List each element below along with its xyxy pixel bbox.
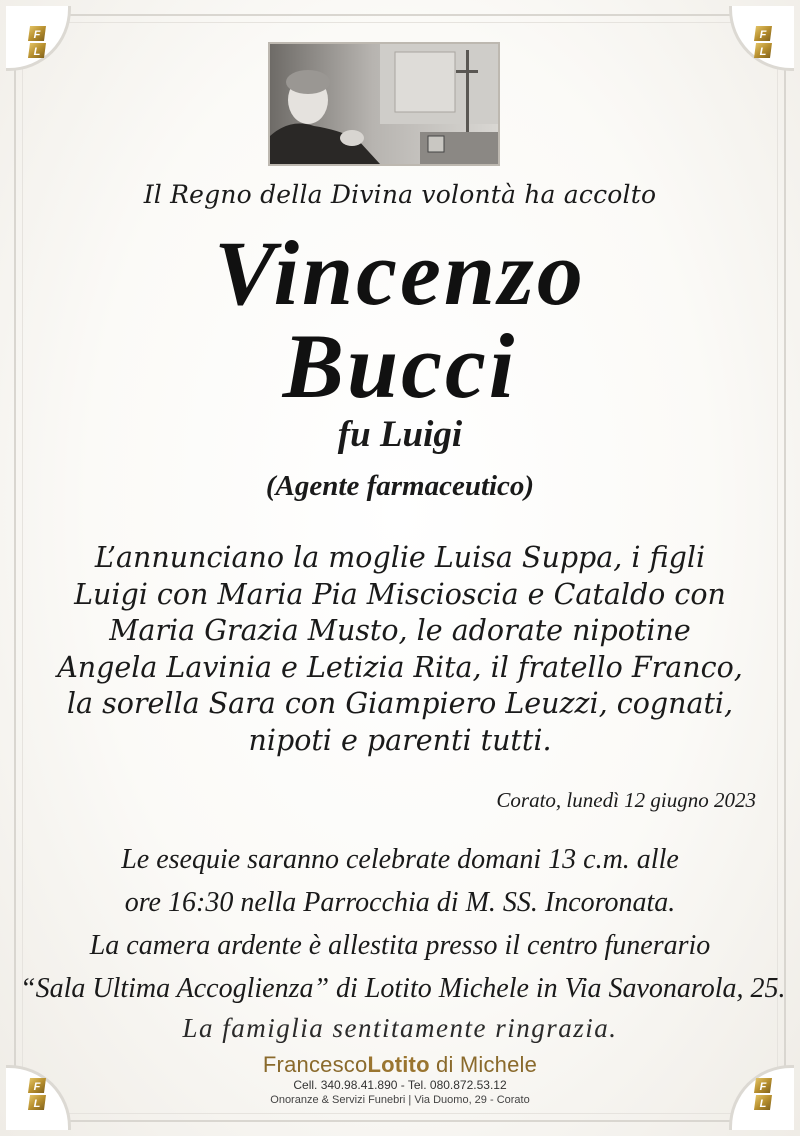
fl-logo-icon [752, 24, 774, 60]
deceased-last-name: Bucci [282, 315, 518, 417]
svg-text:F: F [759, 29, 767, 41]
brand-last-name: Lotito [367, 1052, 430, 1077]
svg-text:L: L [33, 1098, 41, 1110]
brand-suffix: di Michele [436, 1052, 538, 1077]
funeral-line: La camera ardente è allestita presso il centro funerario [89, 930, 711, 961]
portrait-image [270, 44, 498, 164]
svg-text:F: F [33, 29, 41, 41]
announcement-line: L’annunciano la moglie Luisa Suppa, i figli [94, 541, 706, 574]
announcement-line: Maria Grazia Musto, le adorate nipotine [109, 614, 691, 647]
funeral-home-brand [0, 1052, 800, 1078]
funeral-line: ore 16:30 nella Parrocchia di M. SS. Incoronata. [124, 887, 676, 918]
fl-logo-icon [26, 24, 48, 60]
svg-text:L: L [33, 46, 41, 58]
announcement-line: nipoti e parenti tutti. [248, 723, 552, 757]
funeral-home-address: Onoranze & Servizi Funebri | Via Duomo, 29 - Corato [270, 1094, 530, 1106]
funeral-info-block [20, 838, 786, 1010]
deceased-photo [268, 42, 500, 166]
dateline: Corato, lunedì 12 giugno 2023 [496, 788, 756, 812]
intro-line: Il Regno della Divina volontà ha accolto [143, 180, 657, 209]
svg-text:F: F [33, 1081, 41, 1093]
funeral-line: Le esequie saranno celebrate domani 13 c.m. alle [121, 844, 679, 875]
svg-text:L: L [759, 46, 767, 58]
announcement-line: Luigi con Maria Pia Miscioscia e Cataldo con [74, 577, 726, 611]
announcement-line: la sorella Sara con Giampiero Leuzzi, cognati, [66, 687, 734, 720]
deceased-profession: (Agente farmaceutico) [265, 470, 535, 502]
deceased-father: fu Luigi [337, 414, 463, 455]
announcement-block [40, 540, 760, 759]
svg-text:F: F [759, 1081, 767, 1093]
thanks-line: La famiglia sentitamente ringrazia. [182, 1013, 618, 1043]
deceased-first-name: Vincenzo [214, 222, 586, 324]
svg-text:L: L [759, 1098, 767, 1110]
funeral-home-contact: Cell. 340.98.41.890 - Tel. 080.872.53.12 [293, 1078, 507, 1092]
brand-first-name: Francesco [262, 1052, 368, 1077]
funeral-line: “Sala Ultima Accoglienza” di Lotito Michele in Via Savonarola, 25. [20, 973, 786, 1004]
announcement-line: Angela Lavinia e Letizia Rita, il fratello Franco, [57, 650, 743, 684]
